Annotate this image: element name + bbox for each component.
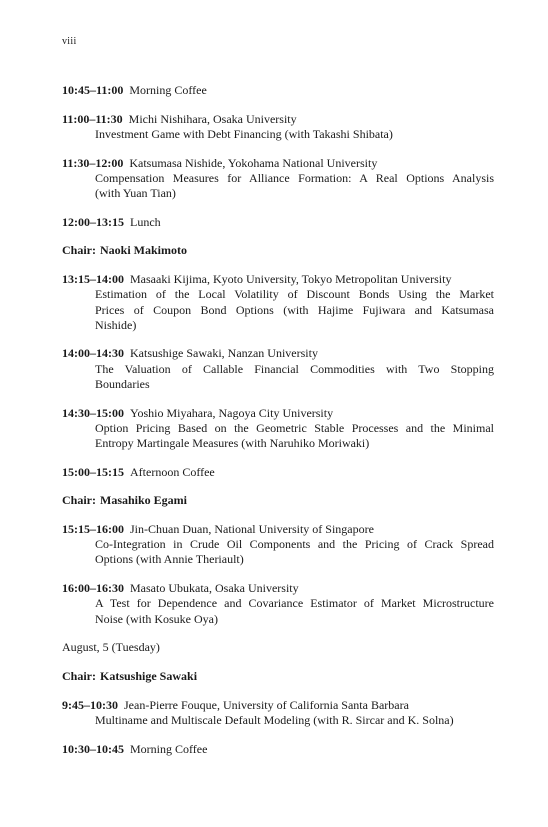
speaker-or-activity: Michi Nishihara, Osaka University [128,111,297,126]
schedule-entry [62,742,494,757]
speaker-or-activity: Morning Coffee [130,741,208,756]
entry-head [62,698,494,713]
schedule-entry [62,83,494,98]
time-slot: 16:00–16:30 [62,581,124,596]
time-slot: 15:00–15:15 [62,464,124,479]
talk-title-line: Investment Game with Debt Financing (with Takashi Shibata) [95,126,393,141]
time-slot: 11:30–12:00 [62,155,124,170]
time-slot: 14:30–15:00 [62,405,124,420]
talk-title-line: Estimation of the Local Volatility of Discount Bonds Using the Market [95,287,494,302]
talk-title-line: Multiname and Multiscale Default Modeling (with R. Sircar and K. Solna) [95,712,454,727]
time-slot: 10:45–11:00 [62,83,124,97]
talk-title-line: Entropy Martingale Measures (with Naruhiko Moriwaki) [95,435,370,450]
schedule-entry [62,215,494,230]
talk-title-line: Option Pricing Based on the Geometric Stable Processes and the Minimal [95,420,494,435]
speaker-or-activity: Masato Ubukata, Osaka University [130,581,299,596]
schedule-entry [62,272,494,333]
session-chair [62,493,494,508]
entry-head [62,272,494,287]
schedule-entry [62,346,494,392]
speaker-or-activity: Jin-Chuan Duan, National University of Singapore [130,522,374,537]
schedule-entry [62,522,494,568]
schedule-entry [62,465,494,480]
entry-head [62,215,494,230]
talk-title-line: Nishide) [95,317,137,332]
entry-head [62,156,494,171]
talk-title-line: Compensation Measures for Alliance Formation: A Real Options Analysis [95,170,494,185]
chair-label: Chair: [62,668,96,683]
entry-head [62,112,494,127]
schedule-entry [62,112,494,142]
page-number: viii [62,36,77,47]
day-heading: August, 5 (Tuesday) [62,640,160,655]
time-slot: 14:00–14:30 [62,346,124,361]
schedule-entry [62,581,494,627]
session-chair [62,669,494,684]
talk-title-line: Prices of Coupon Bond Options (with Hajime Fujiwara and Katsumasa [95,302,494,317]
speaker-or-activity: Jean-Pierre Fouque, University of California Santa Barbara [124,697,409,712]
speaker-or-activity: Morning Coffee [129,83,207,97]
entry-head [62,465,494,480]
talk-title-line: The Valuation of Callable Financial Commodities with Two Stopping [95,361,494,376]
time-slot: 12:00–13:15 [62,214,124,229]
schedule-entry [62,156,494,202]
entry-head [62,83,494,98]
talk-title-line: A Test for Dependence and Covariance Estimator of Market Microstructure [95,596,494,611]
speaker-or-activity: Afternoon Coffee [130,464,215,479]
time-slot: 15:15–16:00 [62,522,124,537]
talk-title-line: Options (with Annie Theriault) [95,552,244,567]
chair-label: Chair: [62,493,96,508]
entry-head [62,581,494,596]
time-slot: 10:30–10:45 [62,741,124,756]
entry-head [62,346,494,361]
speaker-or-activity: Katsushige Sawaki, Nanzan University [130,346,318,361]
entry-head [62,406,494,421]
chair-name: Katsushige Sawaki [100,668,198,683]
entry-head [62,742,494,757]
chair-name: Masahiko Egami [100,493,188,508]
time-slot: 13:15–14:00 [62,272,124,287]
chair-name: Naoki Makimoto [100,243,187,258]
chair-label: Chair: [62,243,96,258]
schedule-entry [62,698,494,728]
program-list [62,83,494,770]
entry-head [62,522,494,537]
speaker-or-activity: Masaaki Kijima, Kyoto University, Tokyo Metropolitan University [130,272,452,287]
talk-title-line: Noise (with Kosuke Oya) [95,611,218,626]
time-slot: 11:00–11:30 [62,111,123,126]
time-slot: 9:45–10:30 [62,697,118,712]
speaker-or-activity: Yoshio Miyahara, Nagoya City University [130,405,334,420]
talk-title-line: Boundaries [95,376,150,391]
speaker-or-activity: Katsumasa Nishide, Yokohama National University [129,155,378,170]
talk-title-line: Co-Integration in Crude Oil Components and the Pricing of Crack Spread [95,537,494,552]
speaker-or-activity: Lunch [130,214,161,229]
talk-title-line: (with Yuan Tian) [95,186,176,201]
session-chair [62,243,494,258]
schedule-entry [62,406,494,452]
